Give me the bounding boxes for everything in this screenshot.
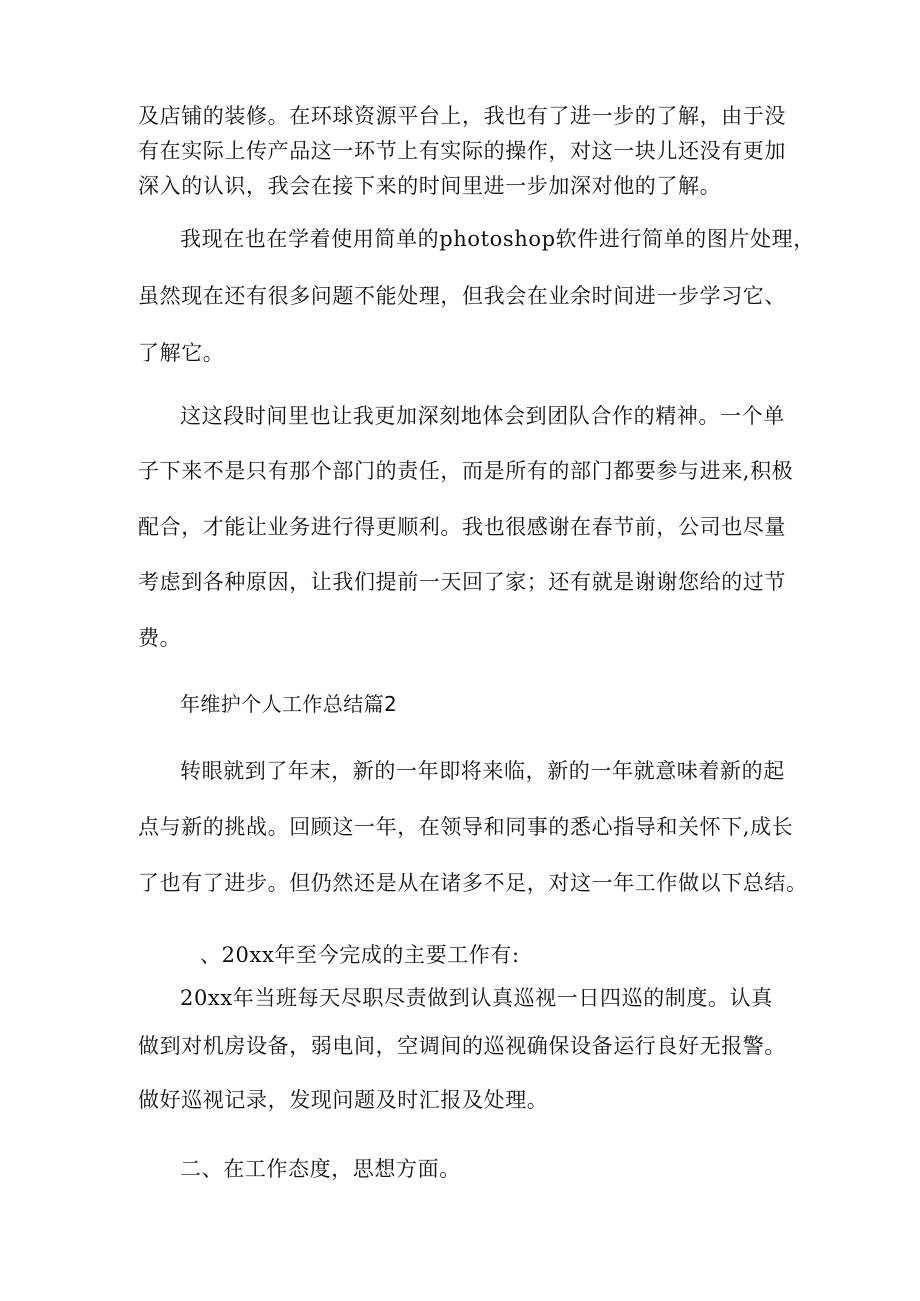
paragraph-line: 配合，才能让业务进行得更顺利。我也很感谢在春节前，公司也尽量 bbox=[138, 515, 786, 539]
paragraph-line: 转眼就到了年末，新的一年即将来临，新的一年就意味着新的起 bbox=[180, 759, 785, 783]
paragraph-line: 这这段时间里也让我更加深刻地体会到团队合作的精神。一个单 bbox=[180, 404, 785, 428]
subheading-main-work: 、20xx年至今完成的主要工作有: bbox=[200, 943, 520, 967]
paragraph-line: 了解它。 bbox=[138, 341, 225, 365]
paragraph-line: 子下来不是只有那个部门的责任，而是所有的部门都要参与进来,积极 bbox=[138, 459, 794, 483]
paragraph-line: 深入的认识，我会在接下来的时间里进一步加深对他的了解。 bbox=[138, 174, 722, 198]
section-title: 年维护个人工作总结篇2 bbox=[180, 692, 398, 716]
paragraph-line: 做到对机房设备，弱电间，空调间的巡视确保设备运行良好无报警。 bbox=[138, 1034, 786, 1058]
paragraph-line: 做好巡视记录，发现问题及时汇报及处理。 bbox=[138, 1088, 549, 1112]
paragraph-line: 费。 bbox=[138, 626, 182, 650]
paragraph-line: 点与新的挑战。回顾这一年，在领导和同事的悉心指导和关怀下,成长 bbox=[138, 815, 794, 839]
paragraph-line: 有在实际上传产品这一环节上有实际的操作，对这一块儿还没有更加 bbox=[138, 139, 786, 163]
paragraph-line: 考虑到各种原因，让我们提前一天回了家；还有就是谢谢您给的过节 bbox=[138, 570, 786, 594]
paragraph-line: 虽然现在还有很多问题不能处理，但我会在业余时间进一步学习它、 bbox=[138, 284, 786, 308]
paragraph-line: 20xx年当班每天尽职尽责做到认真巡视一日四巡的制度。认真 bbox=[180, 986, 773, 1010]
subheading-work-attitude: 二、在工作态度，思想方面。 bbox=[180, 1157, 461, 1181]
paragraph-line: 及店铺的装修。在环球资源平台上，我也有了进一步的了解，由于没 bbox=[138, 104, 786, 128]
paragraph-line: 了也有了进步。但仍然还是从在诸多不足，对这一年工作做以下总结。 bbox=[138, 871, 808, 895]
paragraph-line: 我现在也在学着使用简单的photoshop软件进行简单的图片处理， bbox=[180, 227, 815, 251]
